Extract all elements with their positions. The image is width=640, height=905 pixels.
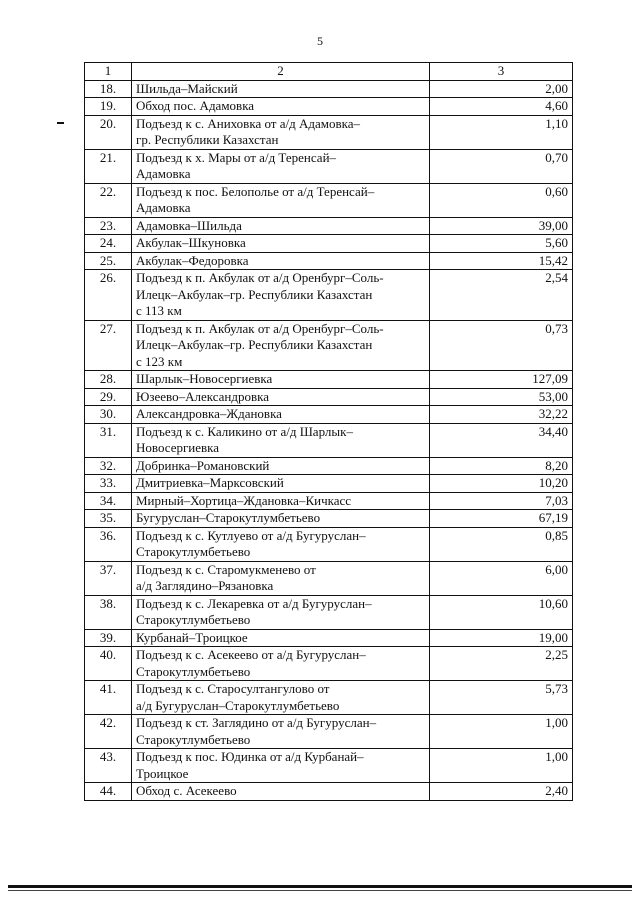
road-length-cell: 2,54 (430, 270, 573, 321)
road-name-cell: Подъезд к п. Акбулак от а/д Оренбург–Соль- Илецк–Акбулак–гр. Республики Казахстан с 123 км (132, 320, 430, 371)
road-length-cell: 0,85 (430, 527, 573, 561)
row-number-cell: 44. (85, 783, 132, 801)
road-length-cell: 10,20 (430, 475, 573, 493)
road-length-cell: 2,40 (430, 783, 573, 801)
table-row (85, 715, 573, 749)
table-row (85, 595, 573, 629)
bottom-rule (8, 885, 632, 888)
table-row (85, 388, 573, 406)
road-name-cell: Обход с. Асекеево (132, 783, 430, 801)
row-number-cell: 23. (85, 217, 132, 235)
road-name-cell: Подъезд к с. Асекеево от а/д Бугуруслан– Старокутлумбетьево (132, 647, 430, 681)
road-length-cell: 2,00 (430, 80, 573, 98)
header-col-1: 1 (85, 63, 132, 81)
row-number-cell: 42. (85, 715, 132, 749)
table-row (85, 647, 573, 681)
road-name-cell: Подъезд к ст. Заглядино от а/д Бугуруслан– Старокутлумбетьево (132, 715, 430, 749)
row-number-cell: 43. (85, 749, 132, 783)
row-number-cell: 37. (85, 561, 132, 595)
margin-dash-mark (57, 122, 64, 124)
road-name-cell: Адамовка–Шильда (132, 217, 430, 235)
table-row (85, 320, 573, 371)
table-row (85, 561, 573, 595)
row-number-cell: 26. (85, 270, 132, 321)
row-number-cell: 24. (85, 235, 132, 253)
road-length-cell: 32,22 (430, 406, 573, 424)
row-number-cell: 38. (85, 595, 132, 629)
row-number-cell: 36. (85, 527, 132, 561)
road-length-cell: 5,73 (430, 681, 573, 715)
table-row (85, 115, 573, 149)
row-number-cell: 39. (85, 629, 132, 647)
road-length-cell: 2,25 (430, 647, 573, 681)
row-number-cell: 34. (85, 492, 132, 510)
table-row (85, 183, 573, 217)
table-row (85, 217, 573, 235)
table-row (85, 423, 573, 457)
road-name-cell: Юзеево–Александровка (132, 388, 430, 406)
table-row (85, 235, 573, 253)
table-row (85, 783, 573, 801)
road-length-cell: 39,00 (430, 217, 573, 235)
table-row (85, 681, 573, 715)
table-row (85, 270, 573, 321)
road-length-cell: 6,00 (430, 561, 573, 595)
header-col-3: 3 (430, 63, 573, 81)
road-name-cell: Акбулак–Шкуновка (132, 235, 430, 253)
table-row (85, 492, 573, 510)
table-row (85, 149, 573, 183)
road-name-cell: Подъезд к с. Старомукменево от а/д Заглядино–Рязановка (132, 561, 430, 595)
road-length-cell: 53,00 (430, 388, 573, 406)
row-number-cell: 33. (85, 475, 132, 493)
row-number-cell: 40. (85, 647, 132, 681)
road-length-cell: 0,60 (430, 183, 573, 217)
road-length-cell: 0,73 (430, 320, 573, 371)
road-name-cell: Александровка–Ждановка (132, 406, 430, 424)
row-number-cell: 41. (85, 681, 132, 715)
table-row (85, 457, 573, 475)
road-name-cell: Шильда–Майский (132, 80, 430, 98)
road-length-cell: 1,00 (430, 749, 573, 783)
table-row (85, 527, 573, 561)
table-row (85, 80, 573, 98)
row-number-cell: 29. (85, 388, 132, 406)
row-number-cell: 32. (85, 457, 132, 475)
table-row (85, 475, 573, 493)
road-name-cell: Добринка–Романовский (132, 457, 430, 475)
table-row (85, 371, 573, 389)
row-number-cell: 21. (85, 149, 132, 183)
roads-table (84, 62, 573, 801)
road-name-cell: Акбулак–Федоровка (132, 252, 430, 270)
row-number-cell: 19. (85, 98, 132, 116)
road-name-cell: Подъезд к пос. Юдинка от а/д Курбанай– Троицкое (132, 749, 430, 783)
road-name-cell: Шарлык–Новосергиевка (132, 371, 430, 389)
road-name-cell: Подъезд к пос. Белополье от а/д Теренсай– Адамовка (132, 183, 430, 217)
road-name-cell: Подъезд к с. Старосултангулово от а/д Бугуруслан–Старокутлумбетьево (132, 681, 430, 715)
row-number-cell: 22. (85, 183, 132, 217)
bottom-rule-thin (8, 890, 632, 891)
table-header-row (85, 63, 573, 81)
row-number-cell: 27. (85, 320, 132, 371)
road-name-cell: Курбанай–Троицкое (132, 629, 430, 647)
road-length-cell: 5,60 (430, 235, 573, 253)
road-length-cell: 34,40 (430, 423, 573, 457)
road-length-cell: 4,60 (430, 98, 573, 116)
table-row (85, 406, 573, 424)
row-number-cell: 30. (85, 406, 132, 424)
page-number: 5 (317, 34, 323, 48)
row-number-cell: 28. (85, 371, 132, 389)
road-name-cell: Подъезд к х. Мары от а/д Теренсай– Адамовка (132, 149, 430, 183)
table-row (85, 98, 573, 116)
row-number-cell: 18. (85, 80, 132, 98)
road-name-cell: Бугуруслан–Старокутлумбетьево (132, 510, 430, 528)
road-length-cell: 1,00 (430, 715, 573, 749)
road-length-cell: 10,60 (430, 595, 573, 629)
road-name-cell: Мирный–Хортица–Ждановка–Кичкасс (132, 492, 430, 510)
road-length-cell: 8,20 (430, 457, 573, 475)
road-length-cell: 15,42 (430, 252, 573, 270)
road-length-cell: 0,70 (430, 149, 573, 183)
road-name-cell: Подъезд к с. Кутлуево от а/д Бугуруслан– Старокутлумбетьево (132, 527, 430, 561)
road-length-cell: 127,09 (430, 371, 573, 389)
road-name-cell: Обход пос. Адамовка (132, 98, 430, 116)
road-length-cell: 1,10 (430, 115, 573, 149)
road-name-cell: Подъезд к с. Аниховка от а/д Адамовка– гр. Республики Казахстан (132, 115, 430, 149)
row-number-cell: 31. (85, 423, 132, 457)
row-number-cell: 35. (85, 510, 132, 528)
road-name-cell: Подъезд к п. Акбулак от а/д Оренбург–Соль- Илецк–Акбулак–гр. Республики Казахстан с 113 км (132, 270, 430, 321)
row-number-cell: 25. (85, 252, 132, 270)
row-number-cell: 20. (85, 115, 132, 149)
table-row (85, 252, 573, 270)
table-row (85, 629, 573, 647)
road-name-cell: Дмитриевка–Марксовский (132, 475, 430, 493)
header-col-2: 2 (132, 63, 430, 81)
road-length-cell: 19,00 (430, 629, 573, 647)
table-row (85, 510, 573, 528)
road-length-cell: 67,19 (430, 510, 573, 528)
road-name-cell: Подъезд к с. Каликино от а/д Шарлык– Новосергиевка (132, 423, 430, 457)
table-row (85, 749, 573, 783)
road-name-cell: Подъезд к с. Лекаревка от а/д Бугуруслан– Старокутлумбетьево (132, 595, 430, 629)
road-length-cell: 7,03 (430, 492, 573, 510)
